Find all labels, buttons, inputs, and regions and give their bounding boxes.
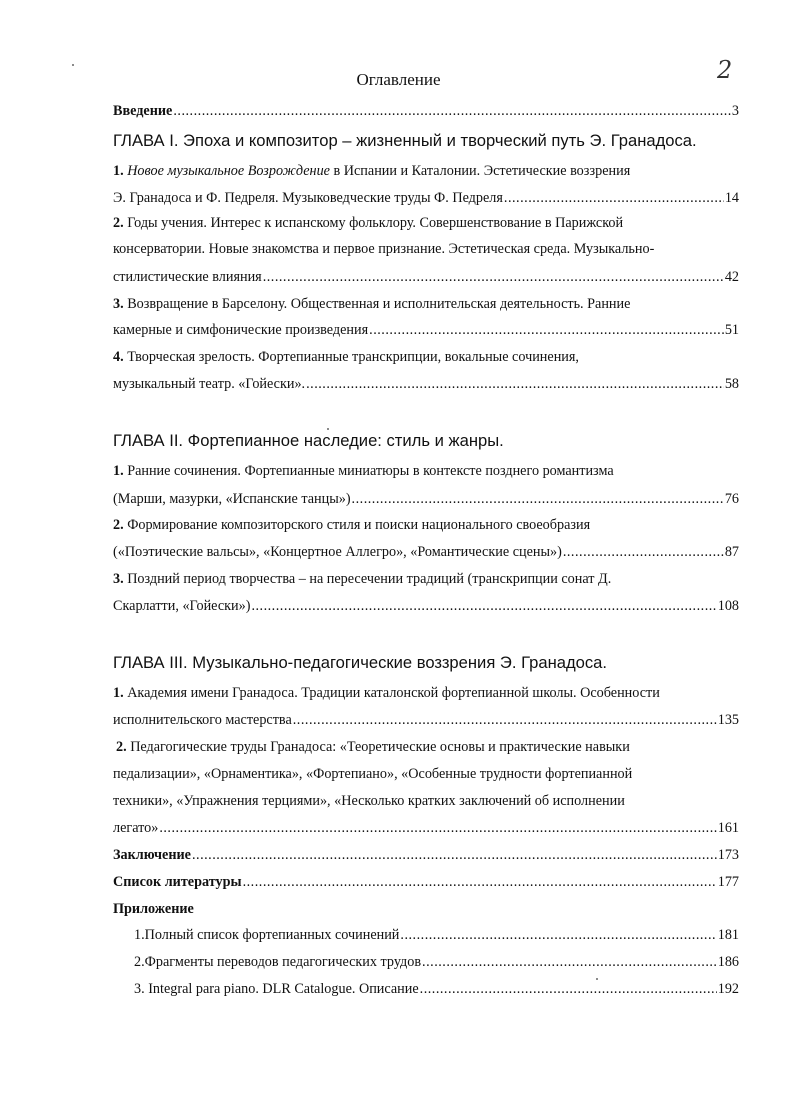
entry-number: 1. [113,463,124,479]
toc-entry-1-1-line2 [113,189,739,207]
entry-text: Творческая зрелость. Фортепианные транскрипции, вокальные сочинения, [127,349,579,365]
toc-entry-1-3-line1 [113,295,739,313]
toc-entry-conclusion [113,846,739,864]
scan-speck [72,64,74,66]
toc-entry-3-2-line2 [113,765,739,783]
entry-number: 2. [113,517,124,533]
handwritten-page-number: 2 [717,56,733,84]
entry-number: 4. [113,349,124,365]
toc-title: Оглавление [356,70,441,89]
entry-label: Введение [113,103,173,119]
entry-label: Список литературы [113,874,242,890]
toc-entry-1-2-line2 [113,240,739,258]
chapter-2-heading: ГЛАВА II. Фортепианное наследие: стиль и жанры. [113,431,504,450]
entry-text: Академия имени Гранадоса. Традиции каталонской фортепианной школы. Особенности [127,685,660,701]
appendix-item [134,980,739,998]
chapter-3-heading: ГЛАВА III. Музыкально-педагогические воззрения Э. Гранадоса. [113,653,608,672]
dot-leader [306,375,724,393]
entry-text: Ранние сочинения. Фортепианные миниатюры в контексте позднего романтизма [127,463,614,479]
entry-page: 58 [724,376,739,392]
entry-page: 87 [724,544,739,560]
entry-page: 135 [717,712,739,728]
entry-page: 3 [731,103,739,119]
toc-entry-appendix [113,900,739,918]
appendix-item [134,926,739,944]
entry-page: 76 [724,491,739,507]
entry-page: 108 [717,598,739,614]
toc-entry-2-1-line2 [113,490,739,508]
dot-leader [352,490,724,508]
entry-number: 1. [113,685,124,701]
dot-leader [192,846,717,864]
entry-text: (Марши, мазурки, «Испанские танцы») [113,491,351,507]
dot-leader [173,102,731,120]
entry-text: камерные и симфонические произведения [113,322,369,338]
toc-entry-1-4-line1 [113,348,739,366]
toc-entry-3-2-line1 [116,738,739,756]
entry-text: 3. Integral para piano. DLR Catalogue. Описание [134,981,419,997]
entry-text: 2.Фрагменты переводов педагогических трудов [134,954,422,970]
toc-entry-1-2-line3 [113,268,739,286]
toc-entry-2-2-line1 [113,516,739,534]
appendix-item [134,953,739,971]
entry-page: 177 [717,874,739,890]
entry-page: 186 [717,954,739,970]
dot-leader [243,873,717,891]
toc-entry-2-3-line1 [113,570,739,588]
dot-leader [263,268,724,286]
entry-number: 3. [113,571,124,587]
entry-number: 3. [113,296,124,312]
dot-leader [504,189,724,207]
toc-entry-intro [113,102,739,120]
toc-entry-3-2-line3 [113,792,739,810]
entry-label: Заключение [113,847,191,863]
entry-text: консерватории. Новые знакомства и первое признание. Эстетическая среда. Музыкально- [113,241,655,257]
chapter-1-heading: ГЛАВА I. Эпоха и композитор – жизненный и творческий путь Э. Гранадоса. [113,131,697,150]
entry-page: 173 [717,847,739,863]
entry-text: Годы учения. Интерес к испанскому фольклору. Совершенствование в Парижской [127,215,624,231]
entry-number: 1. [113,163,124,179]
toc-entry-1-2-line1 [113,214,739,232]
entry-text: Формирование композиторского стиля и поиски национального своеобразия [127,517,591,533]
entry-page: 181 [717,927,739,943]
entry-text: легато» [113,820,159,836]
entry-text: исполнительского мастерства [113,712,292,728]
entry-label: Приложение [113,901,194,917]
toc-entry-1-1-line1 [113,162,739,180]
entry-page: 51 [724,322,739,338]
dot-leader [422,953,717,971]
entry-page: 42 [724,269,739,285]
dot-leader [293,711,717,729]
entry-text: 1.Полный список фортепианных сочинений [134,927,400,943]
entry-text: («Поэтические вальсы», «Концертное Аллегро», «Романтические сцены») [113,544,562,560]
entry-text: в Испании и Каталонии. Эстетические воззрения [329,163,631,179]
toc-entry-1-3-line2 [113,321,739,339]
entry-text: педализации», «Орнаментика», «Фортепиано», «Особенные трудности фортепианной [113,766,633,782]
dot-leader [251,597,716,615]
dot-leader [369,321,724,339]
toc-entry-bibliography [113,873,739,891]
toc-entry-3-1-line1 [113,684,739,702]
entry-text: техники», «Упражнения терциями», «Несколько кратких заключений об исполнении [113,793,625,809]
dot-leader [563,543,724,561]
entry-text: Поздний период творчества – на пересечении традиций (транскрипции сонат Д. [127,571,612,587]
toc-entry-1-4-line2 [113,375,739,393]
entry-text: стилистические влияния [113,269,262,285]
dot-leader [159,819,716,837]
toc-entry-3-1-line2 [113,711,739,729]
entry-text: Возвращение в Барселону. Общественная и исполнительская деятельность. Ранние [127,296,631,312]
toc-entry-2-3-line2 [113,597,739,615]
toc-entry-2-1-line1 [113,462,739,480]
entry-number: 2. [116,739,127,755]
entry-text: Педагогические труды Гранадоса: «Теоретические основы и практические навыки [130,739,630,755]
toc-entry-2-2-line2 [113,543,739,561]
dot-leader [420,980,717,998]
entry-page: 161 [717,820,739,836]
entry-text: Э. Гранадоса и Ф. Педреля. Музыковедческие труды Ф. Педреля [113,190,503,206]
entry-number: 2. [113,215,124,231]
entry-italic-text: Новое музыкальное Возрождение [127,163,330,179]
entry-text: Скарлатти, «Гойески») [113,598,251,614]
scan-speck [327,428,329,430]
toc-entry-3-2-line4 [113,819,739,837]
entry-page: 14 [724,190,739,206]
entry-text: музыкальный театр. «Гойески». [113,376,306,392]
entry-page: 192 [717,981,739,997]
dot-leader [400,926,716,944]
